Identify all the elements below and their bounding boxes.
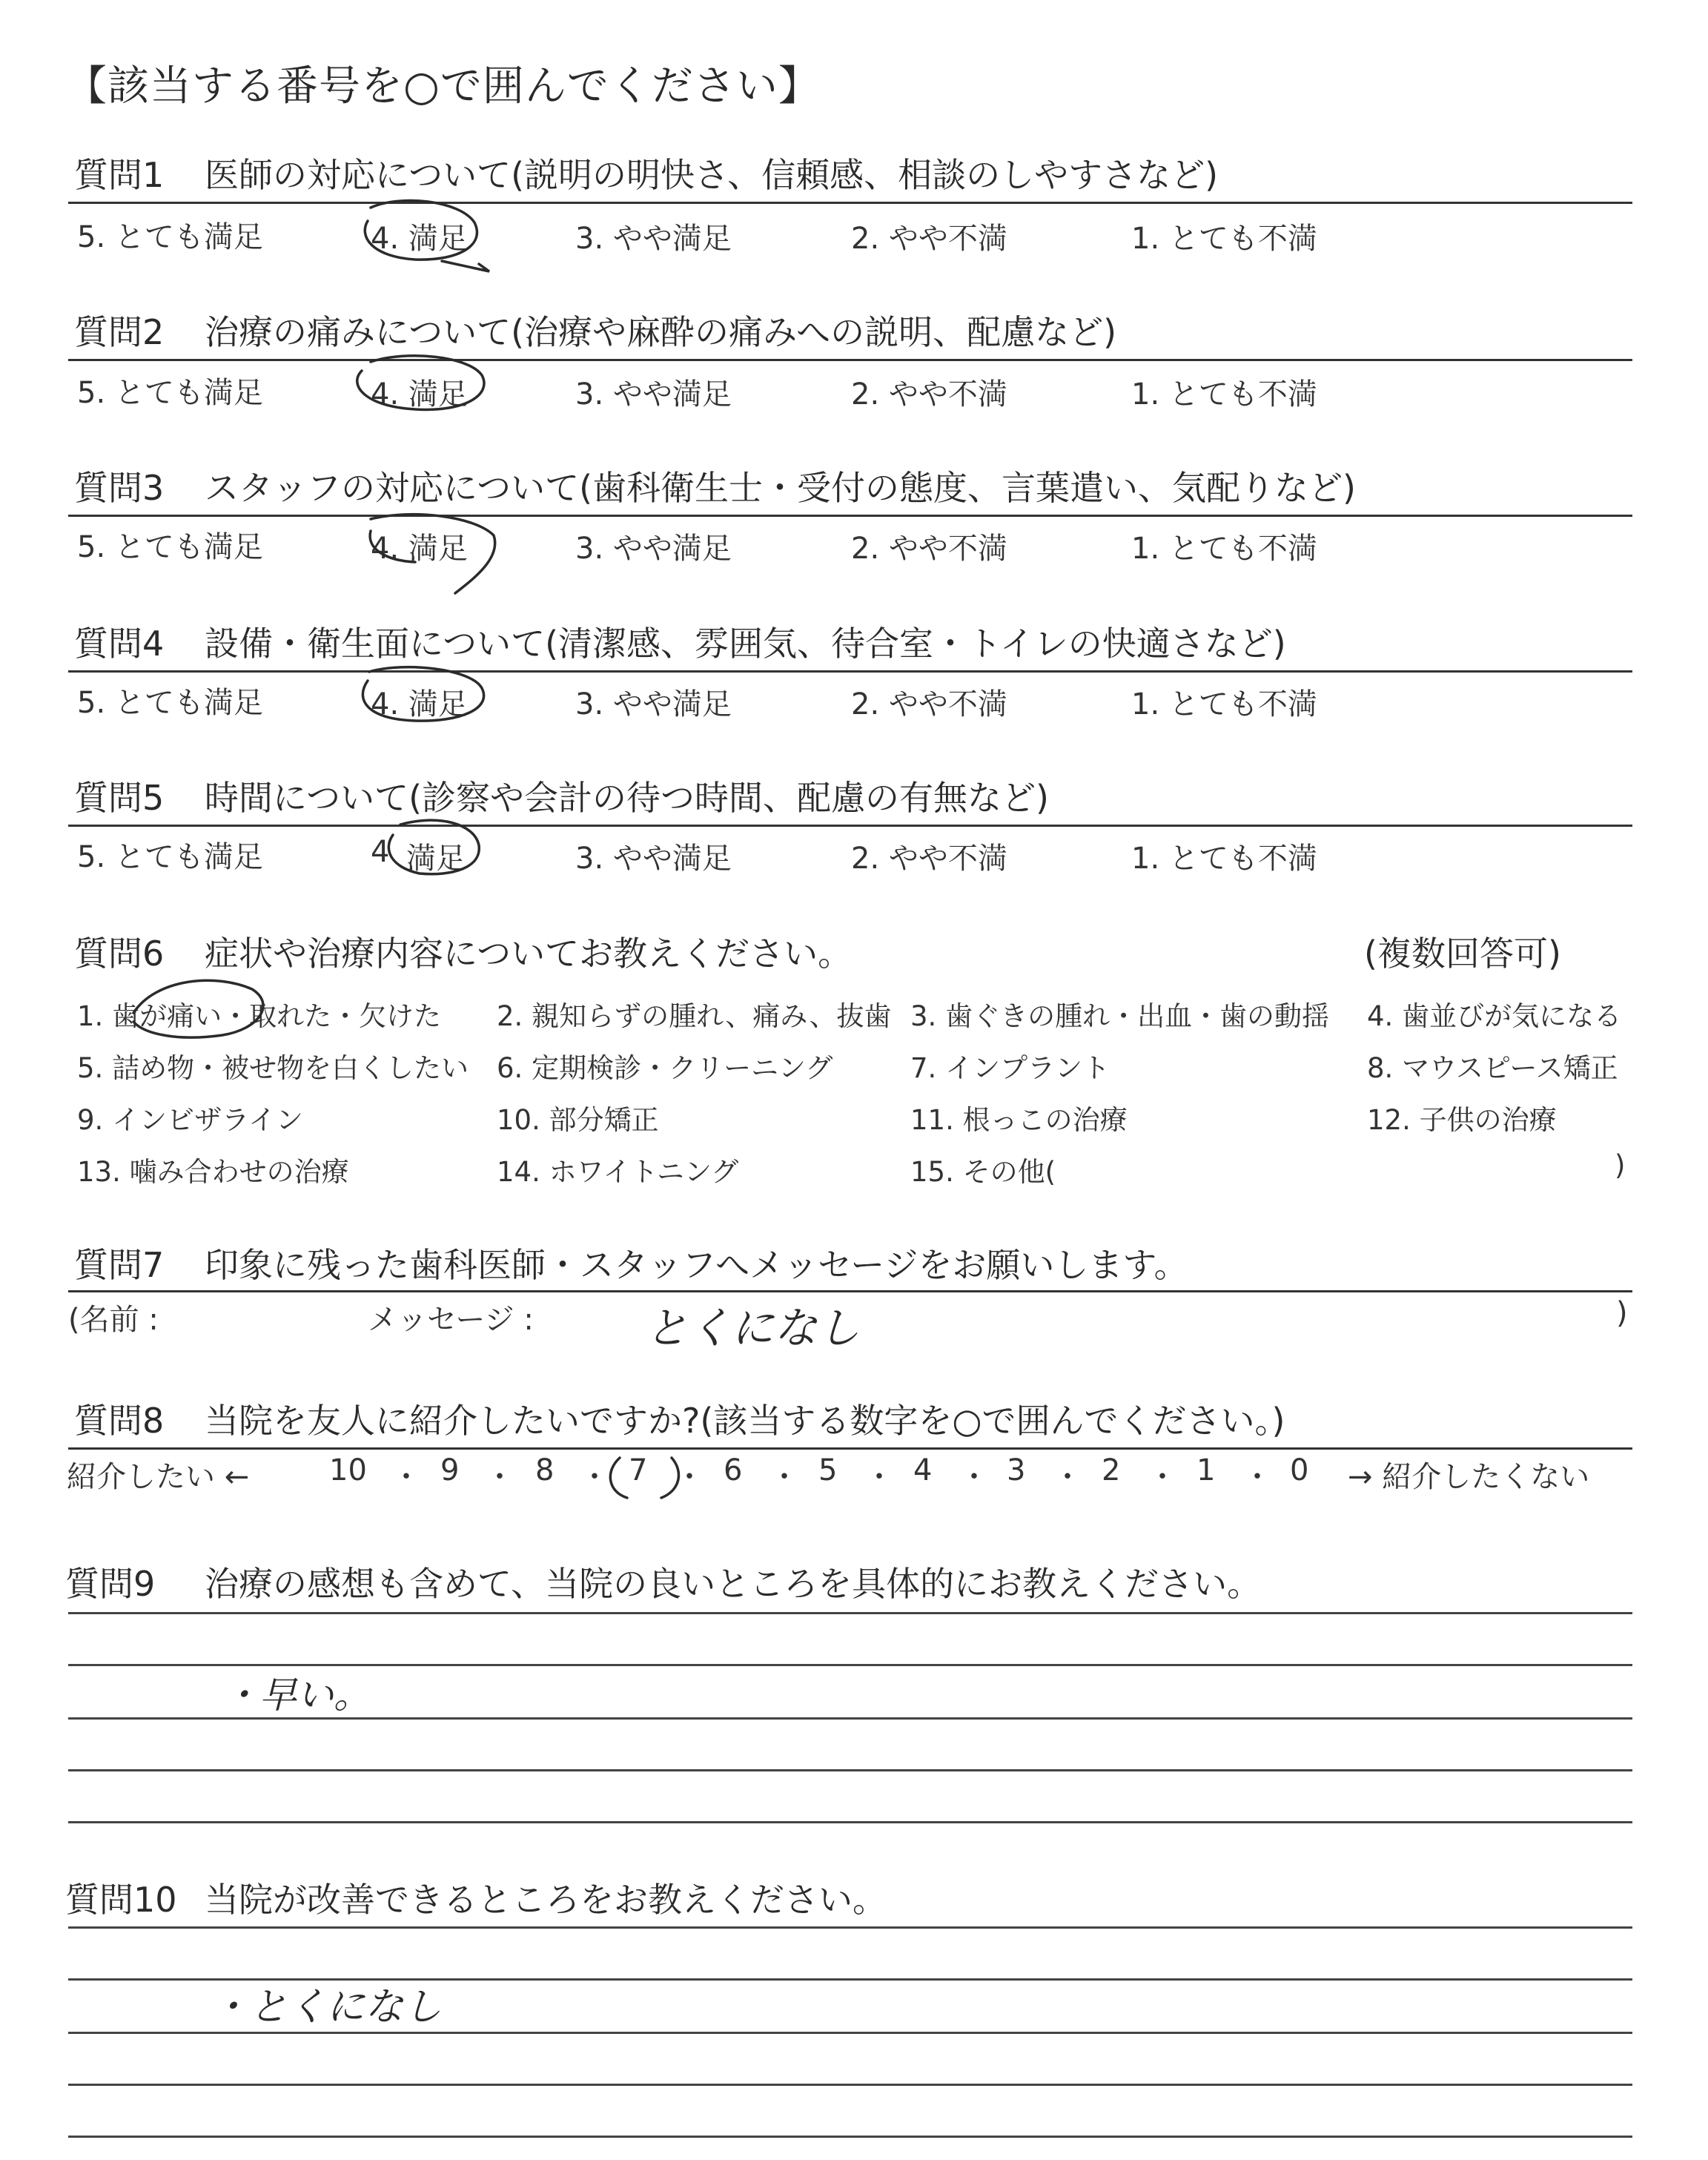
question-label: 質問1 — [74, 155, 165, 195]
symptom-option-6[interactable]: 6. 定期検診・クリーニング — [497, 1052, 833, 1084]
question-text: 症状や治療内容についてお教えください。 — [205, 934, 853, 974]
scale-dot: ・ — [959, 1460, 989, 1494]
option-satisfied[interactable]: 4. 満足 — [371, 687, 468, 721]
question-text: 治療の痛みについて(治療や麻酔の痛みへの説明、配慮など) — [205, 312, 1117, 352]
answer-line — [68, 2032, 1632, 2034]
option-satisfied[interactable]: 4. 満足 — [371, 532, 468, 566]
not-recommend-label: → 紹介したくない — [1348, 1460, 1590, 1494]
handwritten-message[interactable]: とくになし — [645, 1303, 861, 1353]
scale-dot: ・ — [485, 1460, 514, 1494]
question-label: 質問7 — [74, 1245, 165, 1285]
symptom-option-5[interactable]: 5. 詰め物・被せ物を白くしたい — [77, 1052, 469, 1084]
question-text: 治療の感想も含めて、当院の良いところを具体的にお教えください。 — [205, 1564, 1262, 1604]
symptom-option-14[interactable]: 14. ホワイトニング — [497, 1156, 739, 1188]
answer-line — [68, 1926, 1632, 1929]
scale-dot: ・ — [769, 1460, 799, 1494]
option-very-satisfied[interactable]: 5. とても満足 — [77, 220, 263, 254]
scale-2[interactable]: 2 — [1102, 1453, 1121, 1487]
option-very-dissatisfied[interactable]: 1. とても不満 — [1131, 532, 1317, 566]
symptom-option-7[interactable]: 7. インプラント — [910, 1052, 1110, 1084]
symptom-option-11[interactable]: 11. 根っこの治療 — [910, 1104, 1128, 1136]
symptom-option-1[interactable]: 1. 歯が痛い・取れた・欠けた — [77, 1000, 442, 1032]
option-somewhat-satisfied[interactable]: 3. やや満足 — [575, 377, 732, 412]
scale-4[interactable]: 4 — [913, 1453, 933, 1487]
question-text: 時間について(診察や会計の待つ時間、配慮の有無など) — [205, 778, 1049, 818]
scale-0[interactable]: 0 — [1290, 1453, 1309, 1487]
scale-dot: ・ — [675, 1460, 704, 1494]
question-rule — [68, 1447, 1632, 1450]
question-text: 設備・衛生面について(清潔感、雰囲気、待合室・トイレの快適さなど) — [205, 624, 1286, 664]
answer-line — [68, 2084, 1632, 2086]
option-satisfied[interactable]: 満足 — [406, 842, 466, 876]
symptom-option-13[interactable]: 13. 噛み合わせの治療 — [77, 1156, 349, 1188]
option-somewhat-dissatisfied[interactable]: 2. やや不満 — [851, 377, 1007, 412]
question-text: スタッフの対応について(歯科衛生士・受付の態度、言葉遣い、気配りなど) — [205, 468, 1356, 508]
scale-8[interactable]: 8 — [535, 1453, 555, 1487]
question-label: 質問4 — [74, 624, 165, 664]
option-satisfied[interactable]: 4. 満足 — [371, 377, 468, 412]
scale-10[interactable]: 10 — [329, 1453, 367, 1487]
question-text: 当院を友人に紹介したいですか?(該当する数字を○で囲んでください。) — [205, 1401, 1285, 1441]
handwritten-good-points[interactable]: ・早い。 — [222, 1674, 371, 1717]
question-label: 質問8 — [74, 1401, 165, 1441]
message-close-paren: ) — [1616, 1296, 1628, 1330]
option-very-satisfied[interactable]: 5. とても満足 — [77, 686, 263, 720]
symptom-option-3[interactable]: 3. 歯ぐきの腫れ・出血・歯の動揺 — [910, 1000, 1330, 1032]
option-somewhat-satisfied[interactable]: 3. やや満足 — [575, 222, 732, 256]
symptom-option-9[interactable]: 9. インビザライン — [77, 1104, 303, 1136]
option-very-dissatisfied[interactable]: 1. とても不満 — [1131, 222, 1317, 256]
option-very-satisfied[interactable]: 5. とても満足 — [77, 376, 263, 410]
scale-9[interactable]: 9 — [440, 1453, 460, 1487]
question-text: 印象に残った歯科医師・スタッフへメッセージをお願いします。 — [205, 1245, 1188, 1285]
question-label: 質問2 — [74, 312, 165, 352]
symptom-option-4[interactable]: 4. 歯並びが気になる — [1367, 1000, 1622, 1032]
recommend-label: 紹介したい ← — [67, 1460, 250, 1494]
message-label: メッセージ : — [368, 1303, 534, 1337]
answer-line — [68, 1612, 1632, 1614]
option-satisfied[interactable]: 4. 満足 — [371, 222, 468, 256]
question-label: 質問9 — [65, 1564, 156, 1604]
symptom-option-12[interactable]: 12. 子供の治療 — [1367, 1104, 1557, 1136]
scale-dot: ・ — [1053, 1460, 1082, 1494]
multiple-answer-note: (複数回答可) — [1364, 934, 1561, 974]
option-very-dissatisfied[interactable]: 1. とても不満 — [1131, 377, 1317, 412]
symptom-option-2[interactable]: 2. 親知らずの腫れ、痛み、抜歯 — [497, 1000, 892, 1032]
option-very-dissatisfied[interactable]: 1. とても不満 — [1131, 842, 1317, 876]
option-satisfied-number[interactable]: 4 — [371, 835, 390, 869]
answer-line — [68, 1821, 1632, 1823]
answer-line — [68, 1769, 1632, 1771]
question-rule — [68, 202, 1632, 204]
question-text: 医師の対応について(説明の明快さ、信頼感、相談のしやすさなど) — [205, 155, 1219, 195]
question-rule — [68, 515, 1632, 517]
symptom-option-15[interactable]: 15. その他( — [910, 1156, 1056, 1188]
option-somewhat-dissatisfied[interactable]: 2. やや不満 — [851, 222, 1007, 256]
option-very-satisfied[interactable]: 5. とても満足 — [77, 530, 263, 564]
option-somewhat-satisfied[interactable]: 3. やや満足 — [575, 842, 732, 876]
question-label: 質問5 — [74, 778, 165, 818]
question-rule — [68, 825, 1632, 827]
question-label: 質問6 — [74, 934, 165, 974]
scale-dot: ・ — [391, 1460, 421, 1494]
symptom-option-10[interactable]: 10. 部分矯正 — [497, 1104, 659, 1136]
scale-dot: ・ — [580, 1460, 609, 1494]
option-somewhat-satisfied[interactable]: 3. やや満足 — [575, 687, 732, 721]
scale-dot: ・ — [1148, 1460, 1177, 1494]
option-very-satisfied[interactable]: 5. とても満足 — [77, 840, 263, 874]
scale-dot: ・ — [1242, 1460, 1272, 1494]
handwritten-improvements[interactable]: ・とくになし — [211, 1985, 443, 2029]
other-close-paren: ) — [1615, 1149, 1626, 1181]
question-label: 質問10 — [65, 1880, 177, 1920]
question-label: 質問3 — [74, 468, 165, 508]
symptom-option-8[interactable]: 8. マウスピース矯正 — [1367, 1052, 1618, 1084]
question-text: 当院が改善できるところをお教えください。 — [205, 1880, 887, 1920]
answer-line — [68, 2136, 1632, 2138]
scale-1[interactable]: 1 — [1196, 1453, 1216, 1487]
scale-3[interactable]: 3 — [1007, 1453, 1026, 1487]
option-somewhat-dissatisfied[interactable]: 2. やや不満 — [851, 842, 1007, 876]
scale-7[interactable]: 7 — [629, 1453, 648, 1487]
scale-6[interactable]: 6 — [724, 1453, 743, 1487]
scale-5[interactable]: 5 — [818, 1453, 838, 1487]
option-very-dissatisfied[interactable]: 1. とても不満 — [1131, 687, 1317, 721]
page-heading: 【該当する番号を○で囲んでください】 — [65, 62, 821, 110]
option-somewhat-dissatisfied[interactable]: 2. やや不満 — [851, 532, 1007, 566]
option-somewhat-satisfied[interactable]: 3. やや満足 — [575, 532, 732, 566]
option-somewhat-dissatisfied[interactable]: 2. やや不満 — [851, 687, 1007, 721]
question-rule — [68, 359, 1632, 361]
question-rule — [68, 670, 1632, 673]
question-rule — [68, 1290, 1632, 1292]
scale-dot: ・ — [864, 1460, 894, 1494]
name-label: (名前 : — [68, 1303, 159, 1337]
